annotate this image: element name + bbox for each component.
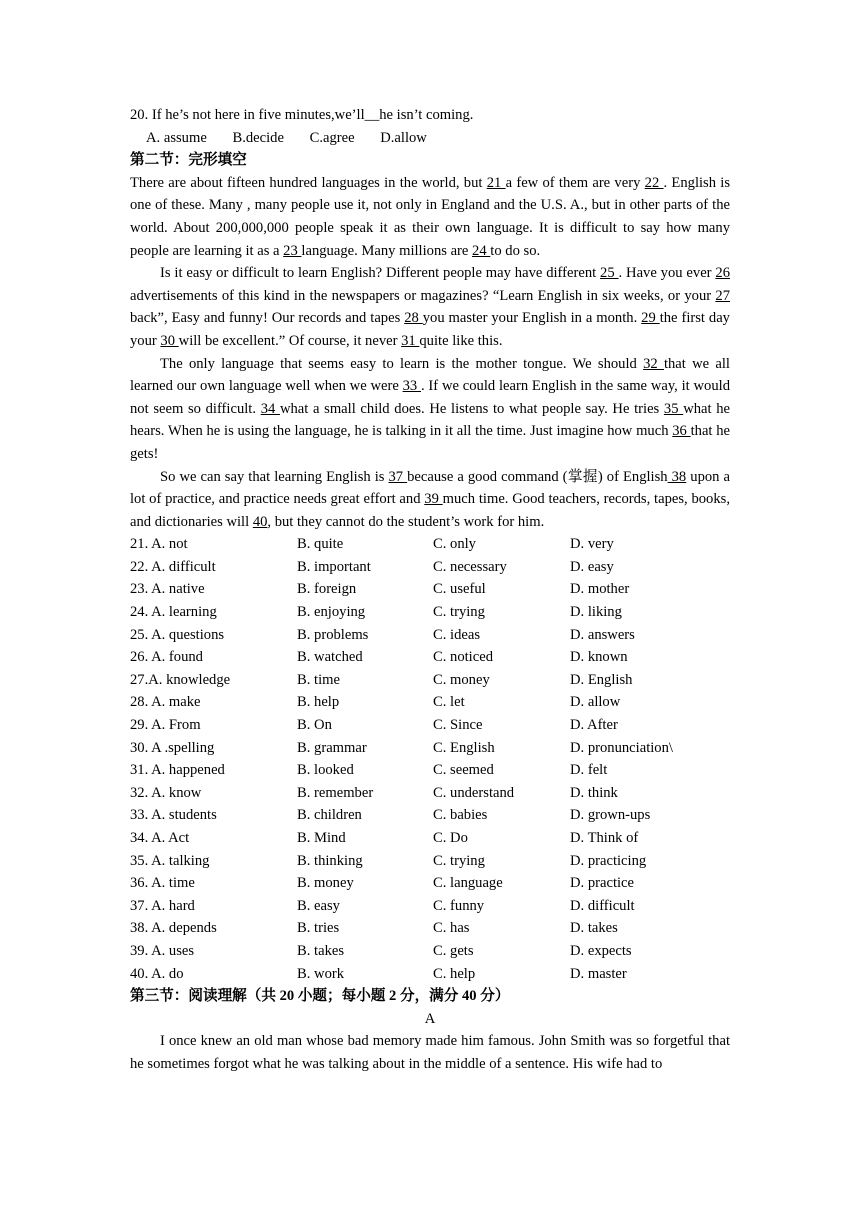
choice-option: 27.A. knowledge (130, 671, 231, 688)
blank-number: 25 (600, 265, 619, 282)
passage-text: . Have you ever (618, 265, 716, 282)
blank-number: 29 (641, 310, 660, 327)
blank-number: 38 (667, 468, 687, 485)
exam-page (130, 104, 730, 1076)
choice-option: C. trying (433, 604, 485, 621)
passage-text: There are about fifteen hundred languages in the world, but (130, 174, 487, 191)
choice-row (130, 556, 730, 579)
choice-option: D. mother (570, 581, 630, 598)
choice-option: C. babies (433, 807, 488, 824)
choice-option: D. known (570, 649, 628, 666)
q20-option-d: D.allow (380, 129, 427, 146)
choice-option: D. English (570, 671, 633, 688)
choice-option: 32. A. know (130, 784, 202, 801)
choice-option: C. language (433, 875, 503, 892)
choice-row (130, 691, 730, 714)
choice-option: B. Mind (297, 830, 346, 846)
choice-option: C. help (433, 965, 476, 982)
choice-option: D. practice (570, 875, 635, 892)
blank-number: 33 (402, 378, 421, 395)
choice-row (130, 737, 730, 760)
choice-option: 37. A. hard (130, 897, 195, 914)
choice-row (130, 963, 730, 986)
choice-row (130, 872, 730, 895)
choice-option: B. children (297, 807, 362, 824)
passage-text: quite like this. (419, 332, 503, 349)
blank-number: 21 (486, 174, 506, 191)
passage-text: much time. Good teachers, records, tapes, books, and dictionaries will (130, 491, 730, 530)
choice-option: D. answers (570, 626, 635, 643)
passage-text: that he gets! (130, 423, 730, 462)
choice-row (130, 917, 730, 940)
passage-text: advertisements of this kind in the newspapers or magazines? “Learn English in six weeks, or your (130, 287, 716, 304)
choice-option: 21. A. not (130, 536, 188, 553)
cloze-paragraph-1 (130, 172, 730, 262)
choice-row (130, 646, 730, 669)
choice-option: C. Do (433, 830, 468, 846)
passage-text: Is it easy or difficult to learn English? Different people may have different (160, 265, 601, 282)
passage-text: , but they cannot do the student’s work for him. (267, 513, 545, 530)
choice-option: D. pronunciation\ (570, 739, 673, 756)
blank-number: 31 (401, 332, 420, 349)
section-3-heading: 第三节：阅读理解（共 20 小题；每小题 2 分，满分 40 分） (130, 988, 510, 1005)
choice-option: 33. A. students (130, 807, 217, 824)
choice-option: B. time (297, 671, 340, 688)
passage-a-text: I once knew an old man whose bad memory made him famous. John Smith was so forgetful that he sometimes forgot what he was talking about in the middle of a sentence. His wife had to (130, 1033, 730, 1072)
blank-number: 32 (643, 355, 664, 372)
choice-option: C. noticed (433, 649, 493, 666)
blank-number: 26 (715, 265, 730, 282)
choice-row (130, 624, 730, 647)
choice-option: C. has (433, 920, 470, 937)
blank-number: 30 (160, 332, 179, 349)
choice-option: D. allow (570, 694, 621, 711)
blank-number: 39 (424, 491, 443, 508)
choice-option: D. difficult (570, 897, 635, 914)
cloze-paragraph-3 (130, 353, 730, 466)
choice-option: B. money (297, 875, 354, 892)
passage-text: the first day your (130, 310, 730, 349)
choice-option: 38. A. depends (130, 920, 217, 937)
question-20-options (130, 127, 730, 150)
choice-option: D. After (570, 717, 618, 734)
choice-option: D. think (570, 784, 618, 801)
choice-option: 30. A .spelling (130, 739, 215, 756)
blank-number: 40 (252, 513, 268, 530)
choice-row (130, 940, 730, 963)
cloze-paragraph-4 (130, 466, 730, 534)
choice-option: 26. A. found (130, 649, 203, 666)
choice-row (130, 850, 730, 873)
choice-option: B. help (297, 694, 340, 711)
passage-text: back”, Easy and funny! Our records and tapes (130, 310, 405, 327)
blank-number: 22 (644, 174, 664, 191)
passage-text: you master your English in a month. (422, 310, 642, 327)
choice-option: 40. A. do (130, 965, 184, 982)
passage-text: language. Many millions are (301, 242, 473, 259)
q20-option-a: A. assume (146, 129, 207, 146)
choice-option: D. expects (570, 942, 632, 959)
passage-text: upon a lot of practice, and practice needs great effort and (130, 468, 730, 508)
choice-option: B. tries (297, 920, 340, 937)
cloze-choices-list (130, 533, 730, 985)
choice-option: D. liking (570, 604, 622, 621)
choice-option: C. ideas (433, 626, 481, 643)
q20-option-b: B.decide (232, 129, 284, 146)
choice-row (130, 827, 730, 850)
choice-option: 23. A. native (130, 581, 205, 598)
blank-number: 36 (672, 423, 691, 440)
blank-number: 23 (283, 242, 302, 259)
choice-option: C. trying (433, 852, 485, 869)
choice-option: B. On (297, 717, 332, 734)
passage-text: to do so. (490, 242, 541, 259)
passage-text: what a small child does. He listens to what people say. He tries (279, 400, 664, 417)
choice-option: C. useful (433, 581, 486, 598)
passage-text: . If we could learn English in the same way, it would not seem so difficult. (130, 378, 730, 417)
choice-option: B. quite (297, 536, 344, 553)
choice-option: B. takes (297, 942, 345, 959)
choice-option: D. master (570, 965, 627, 982)
passage-text: will be excellent.” Of course, it never (178, 332, 402, 349)
choice-option: C. gets (433, 942, 474, 959)
blank-number: 24 (472, 242, 491, 259)
choice-option: B. problems (297, 626, 369, 643)
choice-option: 34. A. Act (130, 830, 190, 846)
choice-row (130, 782, 730, 805)
choice-row (130, 578, 730, 601)
choice-option: D. Think of (570, 830, 639, 846)
choice-option: 36. A. time (130, 875, 195, 892)
choice-option: C. money (433, 671, 490, 688)
choice-option: D. practicing (570, 852, 647, 869)
q20-option-c: C.agree (309, 129, 355, 146)
choice-option: B. grammar (297, 739, 367, 756)
choice-option: 35. A. talking (130, 852, 210, 869)
passage-text: that we all learned our own language well when we were (130, 355, 730, 395)
passage-text: what he hears. When he is using the language, he is talking in it all the time. Just imagine how much (130, 400, 730, 440)
blank-number: 27 (715, 287, 730, 304)
passage-a-label: A (424, 1010, 436, 1027)
choice-option: D. takes (570, 920, 618, 937)
blank-number: 35 (663, 400, 684, 417)
choice-option: D. easy (570, 558, 614, 575)
passage-text: . English is one of these. Many , many people use it, not only in England and the U.S. A., but in other parts of the world. About 200,000,000 people speak it as their own language. It is difficult to say how many people are learning it as a (130, 174, 731, 259)
choice-option: 29. A. From (130, 717, 201, 734)
blank-number: 28 (404, 310, 423, 327)
choice-row (130, 804, 730, 827)
choice-option: 24. A. learning (130, 604, 217, 621)
blank-number: 34 (260, 400, 280, 417)
choice-option: B. looked (297, 762, 354, 779)
choice-row (130, 601, 730, 624)
passage-text: The only language that seems easy to learn is the mother tongue. We should (160, 355, 644, 372)
choice-row (130, 714, 730, 737)
choice-option: B. easy (297, 897, 340, 914)
choice-option: C. funny (433, 897, 485, 914)
choice-option: B. enjoying (297, 604, 366, 621)
choice-option: 28. A. make (130, 694, 201, 711)
choice-option: C. English (433, 739, 495, 756)
choice-option: C. let (433, 694, 465, 711)
choice-option: D. very (570, 536, 614, 553)
choice-option: 25. A. questions (130, 626, 225, 643)
question-20-stem: 20. If he’s not here in five minutes,we’ll__he isn’t coming. (130, 107, 474, 123)
section-2-heading: 第二节：完形填空 (130, 152, 247, 169)
passage-text: a few of them are very (505, 174, 645, 191)
choice-option: D. felt (570, 762, 608, 779)
choice-option: C. only (433, 536, 476, 553)
passage-text: because a good command (掌握) of English (407, 468, 668, 485)
choice-option: B. remember (297, 784, 374, 801)
choice-option: B. foreign (297, 581, 357, 598)
choice-option: C. Since (433, 717, 483, 734)
choice-option: C. understand (433, 784, 515, 801)
choice-option: B. watched (297, 649, 363, 666)
choice-option: D. grown-ups (570, 807, 651, 824)
choice-option: B. important (297, 558, 371, 575)
choice-row (130, 895, 730, 918)
choice-option: B. thinking (297, 852, 363, 869)
choice-option: C. necessary (433, 558, 507, 575)
cloze-passage (130, 172, 730, 534)
choice-option: 39. A. uses (130, 942, 195, 959)
passage-text: So we can say that learning English is (160, 468, 389, 485)
choice-option: 22. A. difficult (130, 558, 216, 575)
choice-row (130, 669, 730, 692)
choice-row (130, 759, 730, 782)
cloze-paragraph-2 (130, 262, 730, 352)
blank-number: 37 (388, 468, 408, 485)
choice-option: B. work (297, 965, 345, 982)
choice-row (130, 533, 730, 556)
choice-option: C. seemed (433, 762, 494, 779)
choice-option: 31. A. happened (130, 762, 225, 779)
